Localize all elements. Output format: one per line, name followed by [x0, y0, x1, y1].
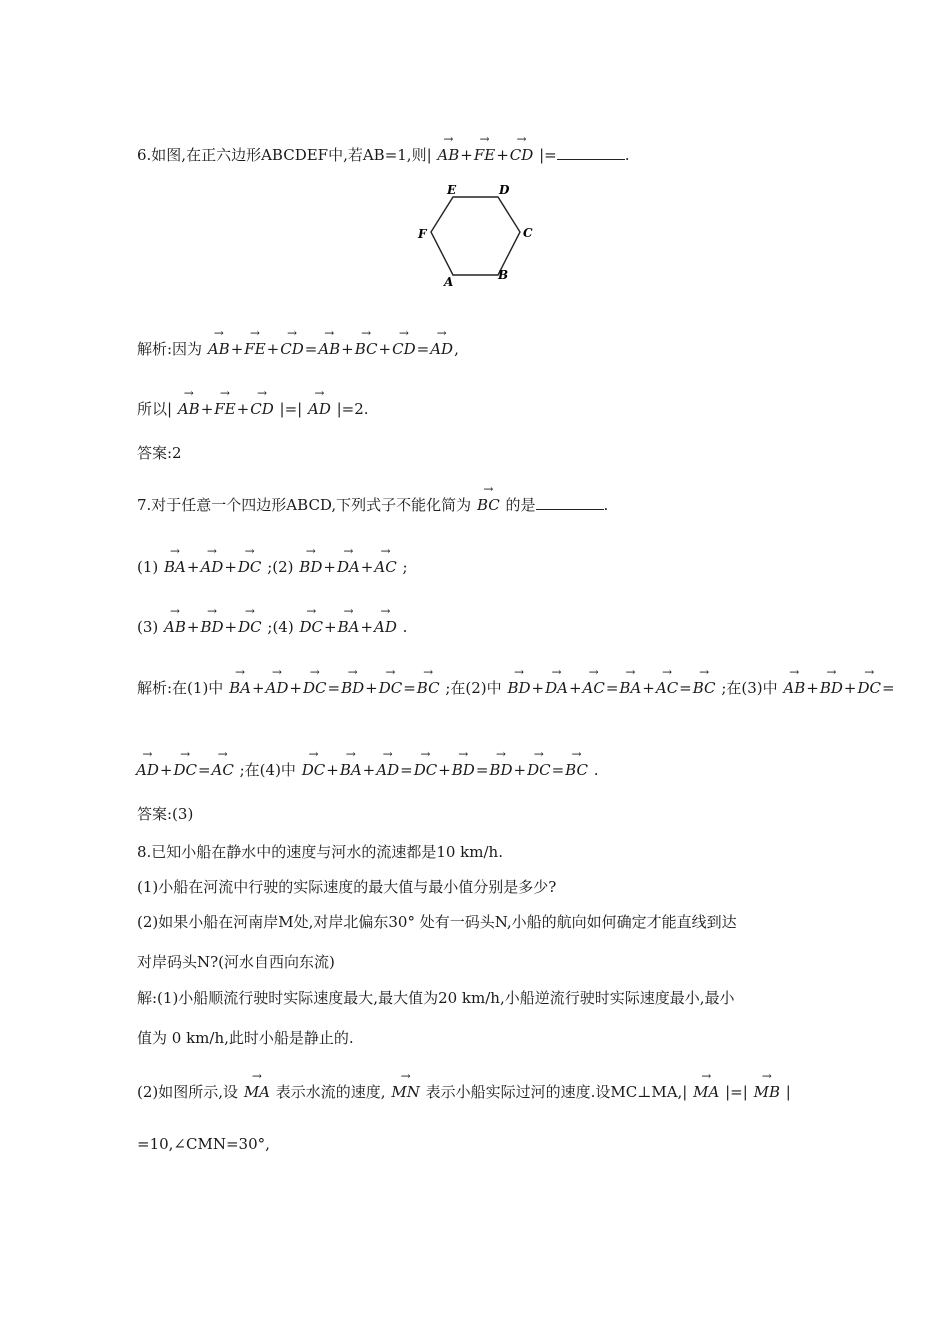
- q7-opt2-label: ;(2): [267, 558, 294, 576]
- q8-sol2-p3: 表示小船实际过河的速度.设MC⊥MA,|: [425, 1083, 688, 1101]
- operator: +: [378, 340, 392, 358]
- vector-cd: → CD: [250, 386, 274, 418]
- vector-bc: → BC: [476, 482, 500, 514]
- operator: +: [266, 340, 280, 358]
- vector-da: → DA: [545, 665, 568, 697]
- vector-dc: → DC: [238, 604, 262, 636]
- vertex-label-b: B: [498, 268, 509, 282]
- q6-sol2-end: |=2.: [336, 400, 369, 418]
- q8-sol2-p5: |: [785, 1083, 791, 1101]
- q7-sol-end: .: [593, 761, 599, 779]
- operator: +: [360, 558, 374, 576]
- q8-stem: 8.已知小船在静水中的速度与河水的流速都是10 km/h.: [137, 843, 503, 861]
- vector-ac: → AC: [374, 544, 397, 576]
- vertex-label-d: D: [499, 183, 510, 197]
- operator: =: [679, 679, 692, 697]
- vector-fe: → FE: [244, 326, 266, 358]
- q6-solution-line1: [137, 327, 459, 357]
- vector-ba: → BA: [337, 604, 360, 636]
- vector-bd: → BD: [341, 665, 365, 697]
- vector-ac: → AC: [582, 665, 605, 697]
- vertex-label-a: A: [444, 275, 454, 289]
- q7-sol-p1: 解析:在(1)中: [137, 679, 224, 697]
- q6-prefix: 6.如图,在正六边形ABCDEF中,若AB=1,则|: [137, 146, 432, 164]
- vector-bc: → BC: [692, 665, 716, 697]
- operator: =: [475, 761, 489, 779]
- q7-opt4-label: ;(4): [267, 618, 294, 636]
- operator: +: [230, 340, 244, 358]
- q8-solution1-line1: 解:(1)小船顺流行驶时实际速度最大,最大值为20 km/h,小船逆流行驶时实际速度最小,最小: [137, 989, 735, 1007]
- operator: +: [200, 400, 214, 418]
- vector-fe: → FE: [214, 386, 236, 418]
- q7-stem-text: 7.对于任意一个四边形ABCD,下列式子不能化简为: [137, 496, 472, 514]
- vector-ba: → BA: [619, 665, 642, 697]
- q6-solution-line2: [137, 387, 369, 417]
- vector-ad: → AD: [136, 747, 159, 779]
- q7-stem-period: .: [603, 496, 609, 514]
- q7-stem: [137, 483, 608, 513]
- vector-dc: → DC: [378, 665, 403, 697]
- operator: =: [400, 761, 413, 779]
- q6-sol2-mid: |=|: [279, 400, 303, 418]
- vector-dc: → DC: [173, 747, 197, 779]
- q6-end: .: [624, 146, 630, 164]
- vertex-label-e: E: [447, 183, 457, 197]
- q8-solution2-line1: [137, 1070, 791, 1100]
- operator: =: [403, 679, 416, 697]
- vector-ma-2: → MA: [693, 1069, 720, 1101]
- q8-part2-line2: 对岸码头N?(河水自西向东流): [137, 953, 335, 971]
- q7-options-1-2: [137, 545, 408, 575]
- vector-ab: → AB: [177, 386, 200, 418]
- vertex-label-f: F: [418, 227, 427, 241]
- q8-sol2-p2: 表示水流的速度,: [275, 1083, 386, 1101]
- q7-sol-p3: ;在(3)中: [721, 679, 778, 697]
- operator: +: [513, 761, 527, 779]
- operator: +: [341, 340, 354, 358]
- operator: =: [304, 340, 318, 358]
- vector-bd: → BD: [200, 604, 224, 636]
- q7-answer-blank: [536, 495, 604, 510]
- operator: +: [438, 761, 451, 779]
- vector-dc: → DC: [237, 544, 262, 576]
- vector-ab: → AB: [164, 604, 186, 636]
- vector-ab: → AB: [318, 326, 341, 358]
- vector-ad: → AD: [376, 747, 400, 779]
- vector-ab: → AB: [207, 326, 230, 358]
- q6-answer-blank: [557, 145, 625, 160]
- q6-sol-prefix: 解析:因为: [137, 340, 203, 358]
- vector-mn: → MN: [391, 1069, 420, 1101]
- q6-stem: [137, 133, 630, 163]
- operator: =: [197, 761, 211, 779]
- vector-ac: → AC: [211, 747, 234, 779]
- q6-sol2-prefix: 所以|: [137, 400, 173, 418]
- vector-dc: → DC: [301, 747, 326, 779]
- q8-part1: (1)小船在河流中行驶的实际速度的最大值与最小值分别是多少?: [137, 878, 557, 896]
- q7-solution-line2: [135, 748, 599, 778]
- operator: =: [327, 679, 341, 697]
- q7-opt3-label: (3): [137, 618, 159, 636]
- q7-sol-p2: ;在(2)中: [445, 679, 502, 697]
- operator: +: [326, 761, 339, 779]
- vector-bc: → BC: [354, 326, 378, 358]
- operator: +: [531, 679, 545, 697]
- vector-dc: → DC: [299, 604, 324, 636]
- operator: +: [496, 146, 509, 164]
- vector-bd: → BD: [819, 665, 843, 697]
- operator: +: [224, 618, 238, 636]
- operator: +: [324, 618, 337, 636]
- vector-ad: → AD: [265, 665, 289, 697]
- operator: +: [642, 679, 655, 697]
- operator: =: [605, 679, 619, 697]
- operator: +: [186, 618, 200, 636]
- operator: =: [551, 761, 565, 779]
- vector-ab: → AB: [783, 665, 806, 697]
- q7-answer: 答案:(3): [137, 805, 194, 823]
- vector-bc: → BC: [416, 665, 440, 697]
- operator: =: [882, 679, 895, 697]
- vector-bc: → BC: [565, 747, 588, 779]
- vector-ba: → BA: [164, 544, 186, 576]
- vector-ba: → BA: [339, 747, 362, 779]
- operator: +: [224, 558, 237, 576]
- vector-ad: → AD: [200, 544, 224, 576]
- vector-ad: → AD: [430, 326, 454, 358]
- operator: +: [365, 679, 378, 697]
- q7-sep: ;: [402, 558, 408, 576]
- q8-sol2-p4: |=|: [725, 1083, 748, 1101]
- q6-sol-end: ,: [454, 340, 459, 358]
- vector-dc: → DC: [413, 747, 438, 779]
- operator: +: [236, 400, 250, 418]
- q7-end: .: [402, 618, 408, 636]
- vector-ba: → BA: [229, 665, 251, 697]
- operator: +: [186, 558, 200, 576]
- vector-da: → DA: [336, 544, 360, 576]
- hexagon-shape: [431, 197, 520, 275]
- q7-stem-end: 的是: [505, 496, 536, 514]
- vector-bd: → BD: [451, 747, 475, 779]
- vector-dc: → DC: [857, 665, 881, 697]
- vector-bd: → BD: [299, 544, 323, 576]
- hexagon-figure: [415, 180, 545, 290]
- q7-sol-p4: ;在(4)中: [239, 761, 296, 779]
- vector-ad: → AD: [374, 604, 397, 636]
- vector-ab: → AB: [437, 132, 460, 164]
- q7-opt1-label: (1): [137, 558, 159, 576]
- operator: +: [362, 761, 376, 779]
- vector-ad: → AD: [307, 386, 331, 418]
- vector-cd: → CD: [392, 326, 416, 358]
- operator: +: [251, 679, 265, 697]
- q8-part2-line1: (2)如果小船在河南岸M处,对岸北偏东30° 处有一码头N,小船的航向如何确定才能直线到达: [137, 913, 737, 931]
- vertex-label-c: C: [523, 226, 533, 240]
- vector-dc: → DC: [527, 747, 551, 779]
- operator: +: [843, 679, 857, 697]
- vector-dc: → DC: [302, 665, 327, 697]
- operator: +: [360, 618, 374, 636]
- vector-bd: → BD: [507, 665, 531, 697]
- vector-mb: → MB: [753, 1069, 780, 1101]
- q6-answer: 答案:2: [137, 444, 182, 462]
- operator: +: [806, 679, 819, 697]
- q7-solution-line1: [137, 666, 895, 696]
- q8-solution2-line2: =10,∠CMN=30°,: [137, 1135, 270, 1153]
- operator: +: [568, 679, 582, 697]
- operator: +: [460, 146, 473, 164]
- operator: +: [289, 679, 302, 697]
- vector-fe: → FE: [473, 132, 496, 164]
- q8-sol2-p1: (2)如图所示,设: [137, 1083, 239, 1101]
- q6-suffix: |=: [539, 146, 557, 164]
- operator: =: [416, 340, 430, 358]
- vector-ac: → AC: [655, 665, 679, 697]
- q7-options-3-4: [137, 605, 407, 635]
- operator: +: [159, 761, 173, 779]
- vector-cd: → CD: [280, 326, 304, 358]
- vector-cd: → CD: [509, 132, 534, 164]
- vector-ma: → MA: [243, 1069, 271, 1101]
- vector-bd: → BD: [489, 747, 513, 779]
- operator: +: [323, 558, 336, 576]
- q8-solution1-line2: 值为 0 km/h,此时小船是静止的.: [137, 1029, 354, 1047]
